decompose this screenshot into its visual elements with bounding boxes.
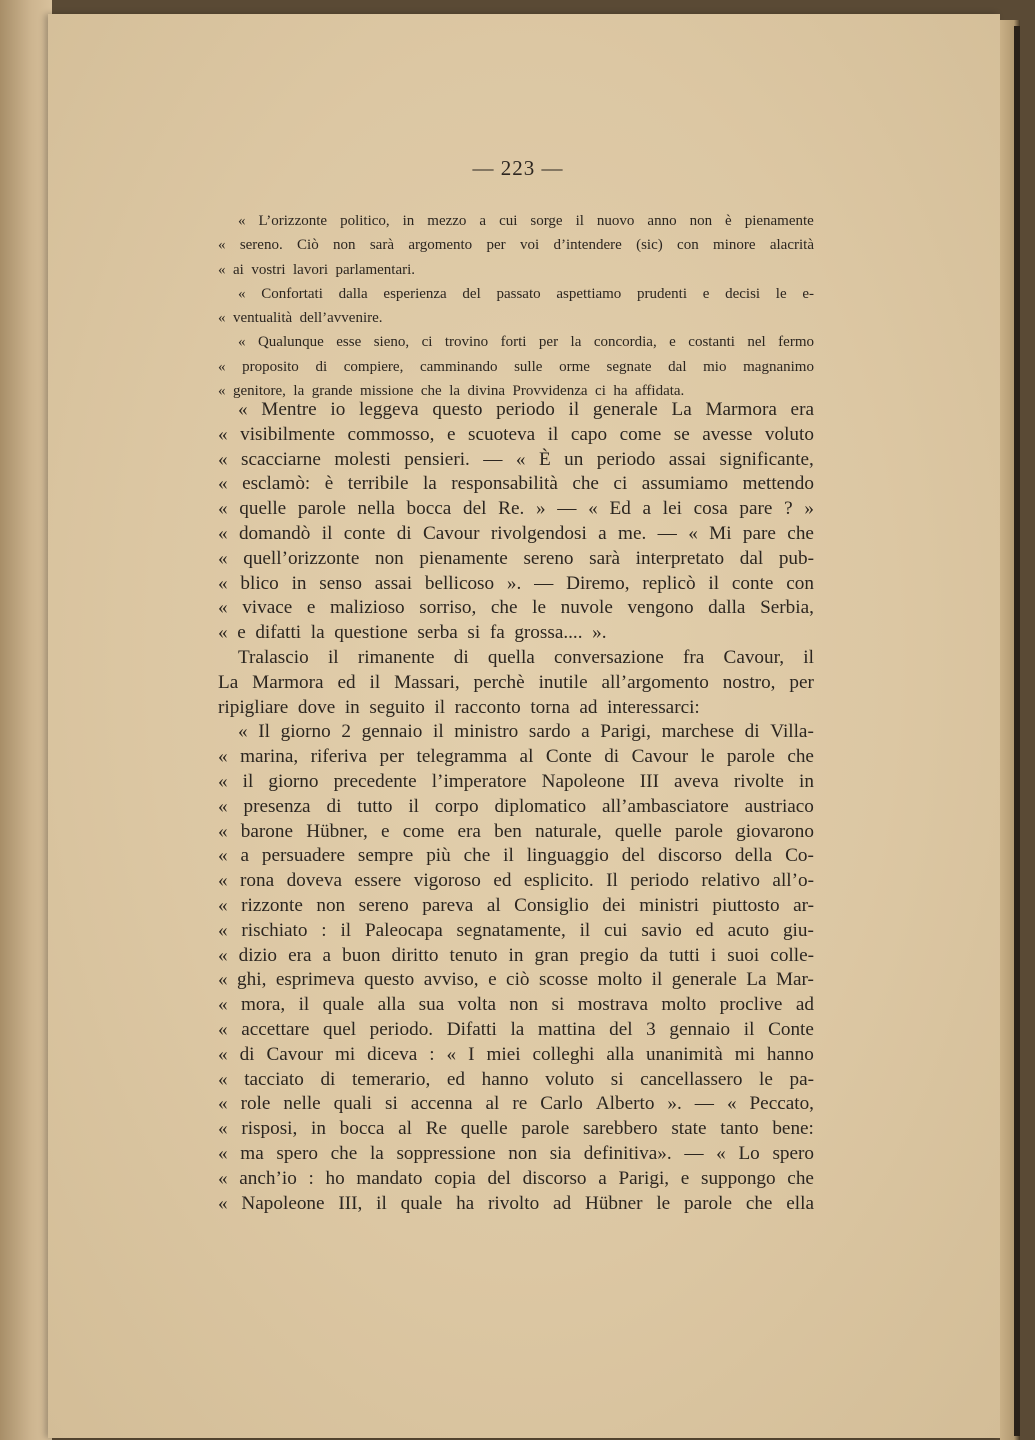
- text-line: « ghi, esprimeva questo avviso, e ciò scosse molto il generale La Mar-: [218, 969, 814, 991]
- text-line: Tralascio il rimanente di quella conversazione fra Cavour, il: [238, 646, 814, 668]
- text-line: « e difatti la questione serba si fa grossa.... ».: [218, 622, 607, 644]
- text-line: « rizzonte non sereno pareva al Consiglio dei ministri piuttosto ar-: [218, 894, 814, 916]
- book-page: [48, 14, 1000, 1438]
- text-line: « Napoleone III, il quale ha rivolto ad Hübner le parole che ella: [218, 1192, 814, 1214]
- text-line: « domandò il conte di Cavour rivolgendosi a me. — « Mi pare che: [218, 522, 814, 544]
- text-line: « role nelle quali si accenna al re Carlo Alberto ». — « Peccato,: [218, 1093, 814, 1115]
- letter-line: « Qualunque esse sieno, ci trovino forti per la concordia, e costanti nel fermo: [238, 334, 814, 351]
- quoted-speech-block: [218, 209, 814, 403]
- text-line: « barone Hübner, e come era ben naturale, quelle parole giovarono: [218, 820, 814, 842]
- text-line: La Marmora ed il Massari, perchè inutile all’argomento nostro, per: [218, 671, 814, 693]
- text-line: « blico in senso assai bellicoso ». — Diremo, replicò il conte con: [218, 572, 814, 594]
- text-line: « Mentre io leggeva questo periodo il generale La Marmora era: [238, 399, 814, 420]
- text-line: « risposi, in bocca al Re quelle parole sarebbero state tanto bene:: [218, 1118, 814, 1140]
- text-line: « Il giorno 2 gennaio il ministro sardo a Parigi, marchese di Villa-: [238, 721, 814, 743]
- letter-line: « ventualità dell’avvenire.: [218, 310, 383, 327]
- letter-line: « ai vostri lavori parlamentari.: [218, 261, 416, 278]
- text-line: « visibilmente commosso, e scuoteva il capo come se avesse voluto: [218, 423, 814, 445]
- page-number: — 223 —: [472, 156, 564, 180]
- letter-line: « sereno. Ciò non sarà argomento per voi d’intendere (sic) con minore alacrità: [218, 237, 814, 254]
- text-line: « dizio era a buon diritto tenuto in gran pregio da tutti i suoi colle-: [218, 944, 814, 966]
- text-line: « mora, il quale alla sua volta non si mostrava molto proclive ad: [218, 994, 814, 1016]
- main-text-block: [218, 398, 814, 1216]
- letter-line: « L’orizzonte politico, in mezzo a cui sorge il nuovo anno non è pienamente: [238, 213, 814, 229]
- text-line: « tacciato di temerario, ed hanno voluto si cancellassero le pa-: [218, 1068, 814, 1090]
- facing-page-edge: [0, 0, 52, 1440]
- text-line: ripigliare dove in seguito il racconto torna ad interessarci:: [218, 696, 700, 718]
- text-line: « scacciarne molesti pensieri. — « È un periodo assai significante,: [218, 448, 814, 470]
- text-line: « quelle parole nella bocca del Re. » — « Ed a lei cosa pare ? »: [218, 498, 814, 520]
- binding-shadow: [1014, 26, 1020, 1436]
- text-line: « rona doveva essere vigoroso ed esplicito. Il periodo relativo all’o-: [218, 870, 814, 892]
- text-line: « ma spero che la soppressione non sia definitiva». — « Lo spero: [218, 1142, 814, 1164]
- text-line: « presenza di tutto il corpo diplomatico all’ambasciatore austriaco: [218, 795, 814, 817]
- text-line: « di Cavour mi diceva : « I miei colleghi alla unanimità mi hanno: [218, 1043, 814, 1065]
- text-line: « a persuadere sempre più che il linguaggio del discorso della Co-: [218, 845, 814, 867]
- text-line: « rischiato : il Paleocapa segnatamente, il cui savio ed acuto giu-: [218, 919, 814, 941]
- letter-line: « proposito di compiere, camminando sulle orme segnate dal mio magnanimo: [218, 358, 814, 375]
- letter-line: « genitore, la grande missione che la divina Provvidenza ci ha affidata.: [218, 383, 685, 400]
- text-line: « il giorno precedente l’imperatore Napoleone III aveva rivolte in: [218, 770, 814, 792]
- text-line: « marina, riferiva per telegramma al Conte di Cavour le parole che: [218, 746, 814, 768]
- text-line: « quell’orizzonte non pienamente sereno sarà interpretato dal pub-: [218, 547, 814, 569]
- text-line: « accettare quel periodo. Difatti la mattina del 3 gennaio il Conte: [218, 1018, 814, 1040]
- text-line: « esclamò: è terribile la responsabilità che ci assumiamo mettendo: [218, 473, 814, 495]
- text-line: « anch’io : ho mandato copia del discorso a Parigi, e suppongo che: [218, 1167, 814, 1189]
- text-line: « vivace e malizioso sorriso, che le nuvole vengono dalla Serbia,: [218, 597, 814, 619]
- letter-line: « Confortati dalla esperienza del passato aspettiamo prudenti e decisi le e-: [238, 285, 814, 302]
